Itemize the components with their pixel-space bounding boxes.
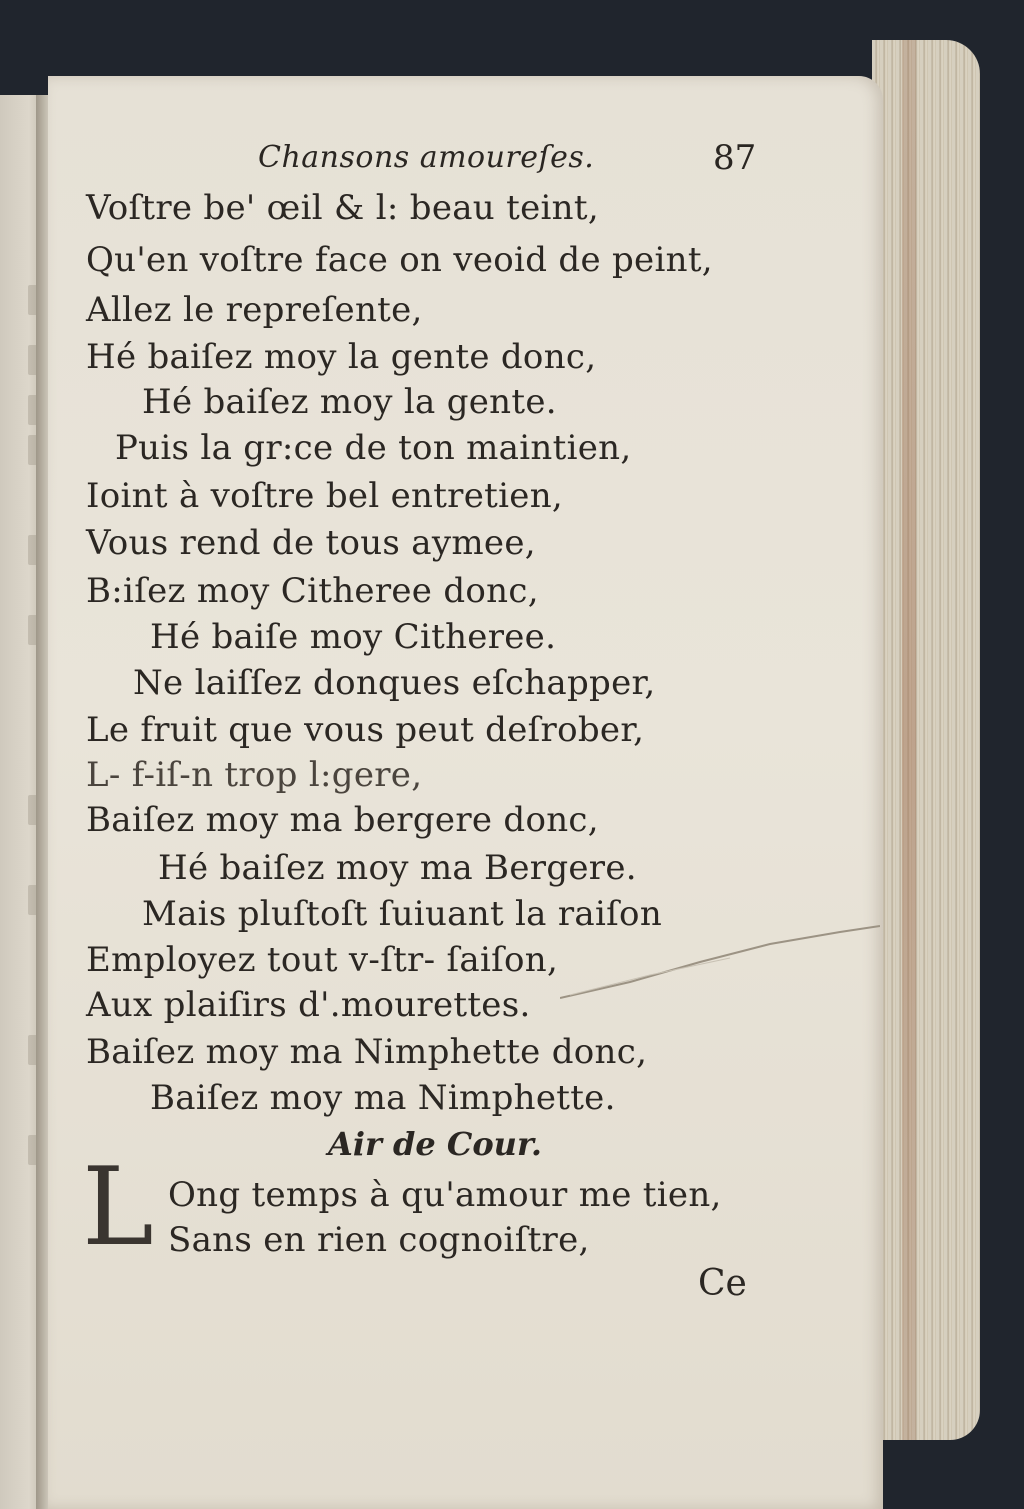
text-line: Vous rend de tous aymee, (86, 523, 536, 563)
text-line: Allez le repreſente, (86, 290, 423, 330)
text-line: Hé baiſez moy la gente donc, (86, 337, 597, 377)
drop-cap: L (82, 1145, 154, 1270)
running-head: Chansons amoureſes. (258, 140, 595, 175)
section-heading: Air de Cour. (328, 1125, 542, 1163)
text-line: Aux plaiſirs d'.mourettes. (86, 985, 531, 1025)
text-line: Puis la gr:ce de ton maintien, (115, 428, 632, 468)
text-line: Ne laiſſez donques eſchapper, (133, 663, 656, 703)
text-line: L- f-iſ-n trop l:gere, (86, 755, 423, 795)
page-fore-edge (872, 40, 980, 1440)
text-line: Hé baiſez moy ma Bergere. (158, 848, 637, 888)
text-line: Baiſez moy ma Nimphette donc, (86, 1032, 648, 1072)
text-line: Le fruit que vous peut deſrober, (86, 710, 645, 750)
text-line: Qu'en voſtre face on veoid de peint, (86, 240, 713, 280)
verse-line: Ong temps à qu'amour me tien, (168, 1175, 722, 1215)
text-line: Voſtre be' œil & l: beau teint, (86, 188, 599, 228)
catchword: Ce (698, 1263, 747, 1304)
text-line: Ioint à voſtre bel entretien, (86, 476, 564, 516)
text-line: Hé baiſez moy la gente. (142, 382, 557, 422)
text-line: B:iſez moy Citheree donc, (86, 571, 539, 611)
page-number: 87 (713, 138, 757, 178)
text-line: Employez tout v-ſtr- ſaiſon, (86, 940, 559, 980)
text-line: Hé baiſe moy Citheree. (150, 617, 557, 657)
verse-line: Sans en rien cognoiſtre, (168, 1220, 590, 1260)
text-line: Baiſez moy ma Nimphette. (150, 1078, 616, 1118)
text-line: Baiſez moy ma bergere donc, (86, 800, 599, 840)
text-line: Mais pluſtoſt ſuiuant la raiſon (142, 894, 663, 934)
